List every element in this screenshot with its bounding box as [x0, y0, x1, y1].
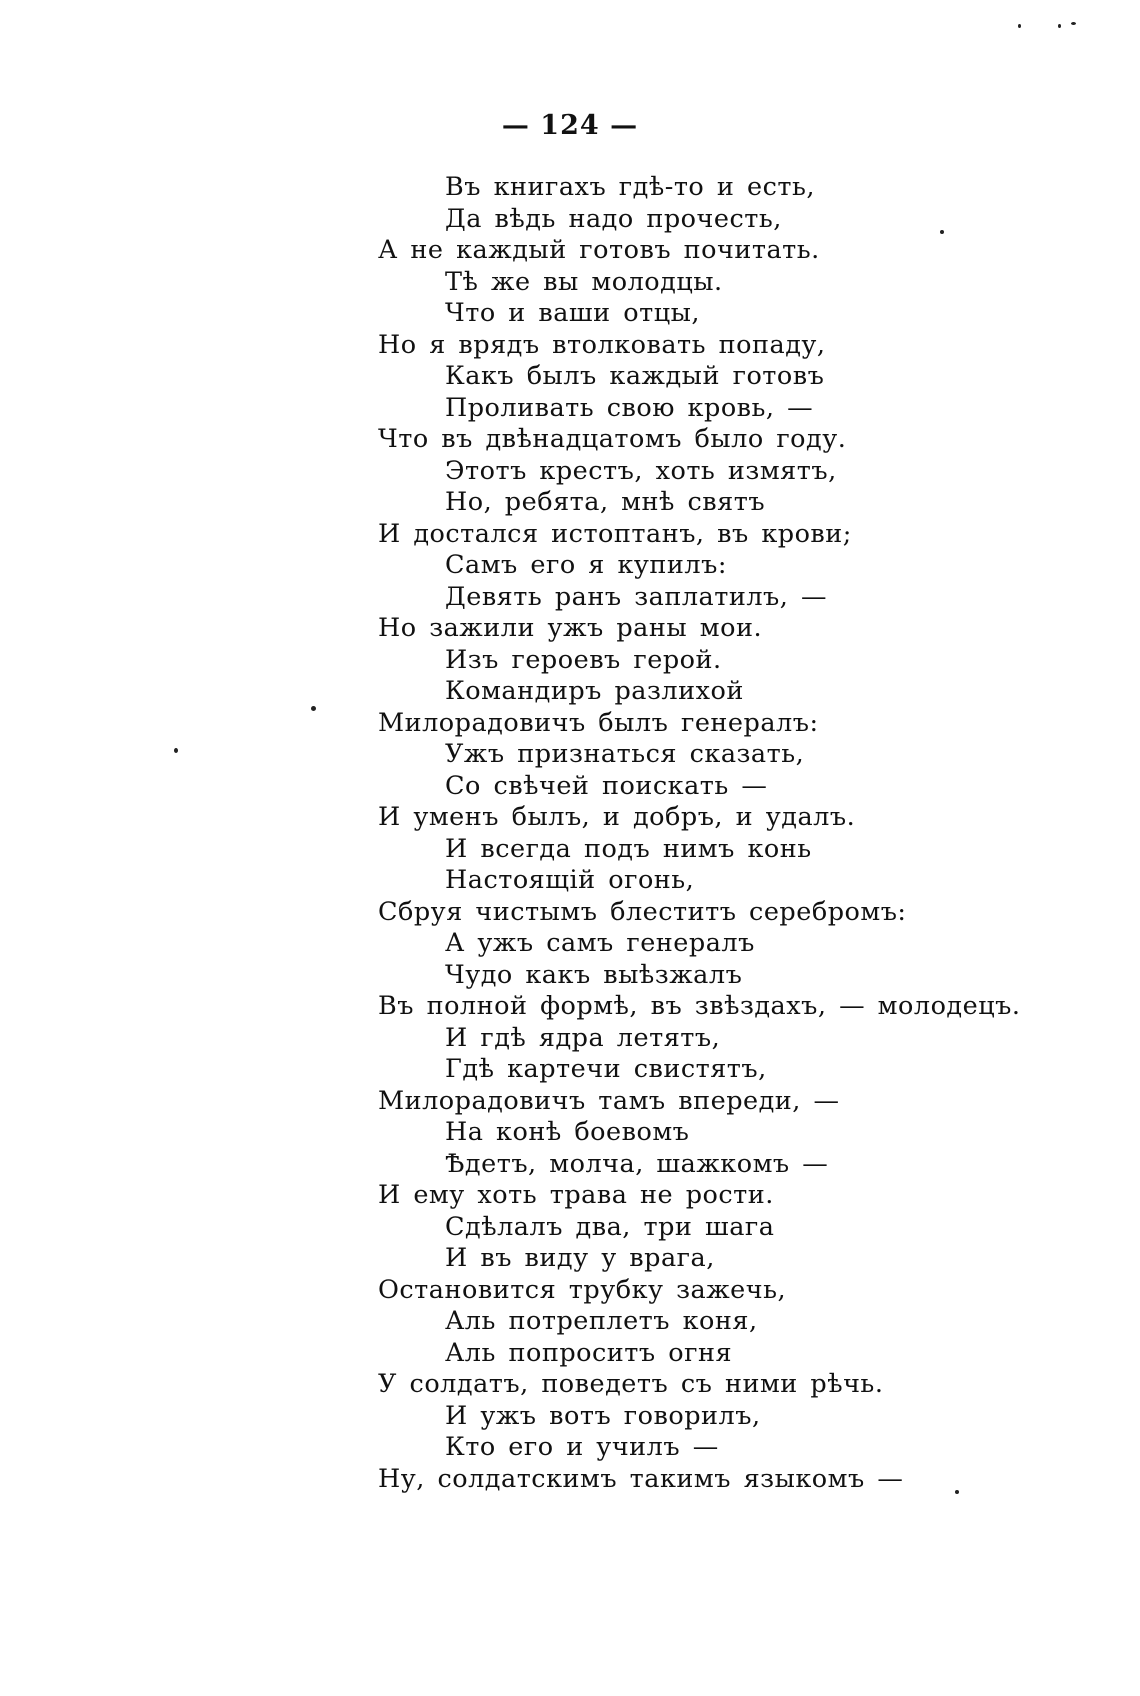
poem-line: И въ виду у врага,: [445, 1243, 715, 1273]
page-number: — 124 —: [501, 110, 639, 141]
poem-line: Но я врядъ втолковать попаду,: [378, 329, 826, 360]
poem-line: Но зажили ужъ раны мои.: [378, 613, 763, 643]
scan-speck: [174, 748, 178, 753]
poem-line: И гдѣ ядра летятъ,: [445, 1022, 721, 1053]
scan-speck: [1071, 22, 1076, 25]
poem-line: Изъ героевъ герой.: [445, 644, 722, 675]
poem-line: Въ книгахъ гдѣ-то и есть,: [445, 172, 815, 202]
poem-line: Да вѣдь надо прочесть,: [445, 203, 782, 234]
poem-line: У солдатъ, поведетъ съ ними рѣчь.: [378, 1369, 884, 1399]
poem-line: Кто его и училъ —: [445, 1432, 719, 1462]
poem-line: И ужъ вотъ говорилъ,: [445, 1400, 761, 1431]
poem-line: Аль попроситъ огня: [445, 1337, 733, 1368]
poem-line: Ну, солдатскимъ такимъ языкомъ —: [378, 1463, 904, 1494]
poem-line: Гдѣ картечи свистятъ,: [445, 1054, 767, 1084]
poem-line: Милорадовичъ былъ генералъ:: [378, 707, 819, 738]
poem-line: Въ полной формѣ, въ звѣздахъ, — молодецъ.: [378, 991, 1021, 1021]
poem-line: И всегда подъ нимъ конь: [445, 833, 812, 864]
poem-line: Тѣ же вы молодцы.: [445, 266, 723, 297]
poem-line: Настоящій огонь,: [445, 865, 695, 895]
poem-line: Сбруя чистымъ блеститъ серебромъ:: [378, 896, 907, 927]
poem-text: [378, 172, 1128, 1495]
poem-line: И ему хоть трава не рости.: [378, 1180, 774, 1210]
poem-line: И достался истоптанъ, въ крови;: [378, 518, 852, 549]
poem-line: Проливать свою кровь, —: [445, 392, 814, 423]
scan-speck: [311, 706, 316, 711]
scan-speck: [955, 1490, 959, 1494]
poem-line: А не каждый готовъ почитать.: [378, 235, 820, 265]
poem-line: Чудо какъ выѣзжалъ: [445, 959, 743, 990]
poem-line: Но, ребята, мнѣ святъ: [445, 487, 766, 517]
poem-line: Ѣдетъ, молча, шажкомъ —: [445, 1148, 829, 1179]
poem-line: Этотъ крестъ, хоть измятъ,: [445, 455, 837, 486]
poem-line: Девять ранъ заплатилъ, —: [445, 581, 827, 612]
poem-line: Ужъ признаться сказать,: [445, 739, 805, 769]
scan-speck: [940, 230, 944, 234]
scan-speck: [1018, 24, 1021, 28]
poem-line: Самъ его я купилъ:: [445, 550, 727, 580]
poem-line: Аль потреплетъ коня,: [445, 1306, 758, 1336]
poem-line: Милорадовичъ тамъ впереди, —: [378, 1085, 840, 1116]
poem-line: На конѣ боевомъ: [445, 1117, 690, 1147]
poem-line: И уменъ былъ, и добръ, и удалъ.: [378, 802, 856, 832]
poem-line: Командиръ разлихой: [445, 676, 744, 706]
poem-line: Со свѣчей поискать —: [445, 770, 768, 801]
poem-line: Что въ двѣнадцатомъ было году.: [378, 424, 847, 454]
scan-speck: [1058, 24, 1061, 28]
poem-line: Остановится трубку зажечь,: [378, 1274, 787, 1305]
poem-line: А ужъ самъ генералъ: [445, 928, 755, 958]
poem-line: Какъ былъ каждый готовъ: [445, 361, 825, 391]
poem-line: Что и ваши отцы,: [445, 298, 701, 328]
poem-line: Сдѣлалъ два, три шага: [445, 1211, 775, 1242]
